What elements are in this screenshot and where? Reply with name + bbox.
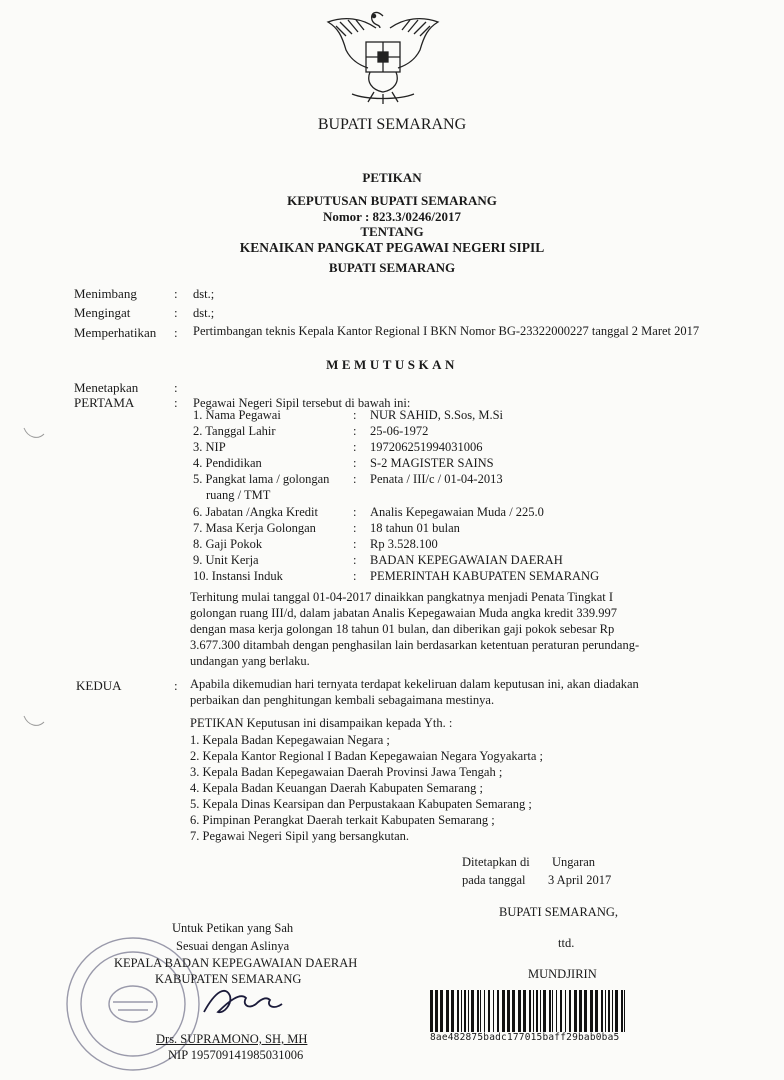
detail-value: Rp 3.528.100 <box>370 537 438 551</box>
detail-key-continued: ruang / TMT <box>206 488 271 502</box>
menimbang-label: Menimbang <box>74 286 137 301</box>
detail-key: 5. Pangkat lama / golongan <box>193 472 330 486</box>
barcode-bar <box>615 990 618 1032</box>
barcode-bar <box>621 990 623 1032</box>
colon: : <box>353 440 357 454</box>
pertama-paragraph-line: undangan yang berlaku. <box>190 654 310 668</box>
barcode-bar <box>605 990 606 1032</box>
colon: : <box>353 456 357 470</box>
colon: : <box>353 472 357 486</box>
barcode-bar <box>584 990 587 1032</box>
handwritten-signature-icon <box>196 982 286 1022</box>
detail-row <box>193 456 693 472</box>
barcode-bar <box>565 990 566 1032</box>
memutuskan-heading: MEMUTUSKAN <box>326 357 458 372</box>
detail-key: 1. Nama Pegawai <box>193 408 281 422</box>
mengingat-value: dst.; <box>193 306 215 320</box>
barcode-code: 8ae482875badc177015baff29bab0ba5 <box>430 1032 620 1043</box>
detail-value: Analis Kepegawaian Muda / 225.0 <box>370 505 544 519</box>
pertama-paragraph-line: Terhitung mulai tanggal 01-04-2017 dinaikkan pangkatnya menjadi Penata Tingkat I <box>190 590 613 604</box>
menetapkan-label: Menetapkan <box>74 380 139 395</box>
barcode-bar <box>451 990 454 1032</box>
barcode-bar <box>477 990 479 1032</box>
barcode-bar <box>502 990 505 1032</box>
certification-line: Untuk Petikan yang Sah <box>172 921 294 935</box>
barcode-bar <box>464 990 466 1032</box>
punch-hole-icon <box>22 712 46 730</box>
colon: : <box>353 408 357 422</box>
recipient-item: 7. Pegawai Negeri Sipil yang bersangkutan. <box>190 829 410 843</box>
decree-heading: KEPUTUSAN BUPATI SEMARANG <box>287 193 497 208</box>
barcode-bar <box>446 990 449 1032</box>
detail-key: 6. Jabatan /Angka Kredit <box>193 505 318 519</box>
certifier-nip: NIP 195709141985031006 <box>168 1048 304 1062</box>
colon: : <box>174 380 178 395</box>
recipient-item: 4. Kepala Badan Keuangan Daerah Kabupaten Semarang ; <box>190 781 483 795</box>
detail-value: NUR SAHID, S.Sos, M.Si <box>370 408 504 422</box>
detail-value: Penata / III/c / 01-04-2013 <box>370 472 503 486</box>
detail-value: 18 tahun 01 bulan <box>370 521 460 535</box>
barcode-bar <box>552 990 553 1032</box>
menimbang-value: dst.; <box>193 287 215 301</box>
detail-row <box>193 537 693 553</box>
barcode-bar <box>608 990 610 1032</box>
certification-region: KABUPATEN SEMARANG <box>155 972 302 986</box>
detail-value: BADAN KEPEGAWAIAN DAERAH <box>370 553 563 567</box>
detail-row <box>193 440 693 456</box>
barcode-bar <box>540 990 541 1032</box>
subject-heading: KENAIKAN PANGKAT PEGAWAI NEGERI SIPIL <box>239 240 545 255</box>
barcode-bar <box>497 990 499 1032</box>
colon: : <box>353 424 357 438</box>
barcode-bar <box>480 990 481 1032</box>
detail-row <box>193 472 693 504</box>
barcode-bar <box>461 990 462 1032</box>
barcode-bar <box>518 990 521 1032</box>
barcode-bar <box>536 990 538 1032</box>
place-label: Ditetapkan di <box>462 855 530 869</box>
barcode-icon <box>428 990 628 1032</box>
signer-title: BUPATI SEMARANG, <box>499 905 619 919</box>
barcode-bar <box>595 990 598 1032</box>
detail-key: 2. Tanggal Lahir <box>193 424 276 438</box>
recipient-item: 6. Pimpinan Perangkat Daerah terkait Kabupaten Semarang ; <box>190 813 495 827</box>
pertama-intro: Pegawai Negeri Sipil tersebut di bawah ini: <box>193 396 411 410</box>
barcode-bar <box>590 990 593 1032</box>
detail-value: 197206251994031006 <box>370 440 483 454</box>
detail-value: 25-06-1972 <box>370 424 429 438</box>
recipient-item: 2. Kepala Kantor Regional I Badan Kepegawaian Negara Yogyakarta ; <box>190 749 543 763</box>
detail-key: 3. NIP <box>193 440 226 454</box>
detail-key: 10. Instansi Induk <box>193 569 283 583</box>
barcode-bar <box>549 990 551 1032</box>
barcode-bar <box>560 990 562 1032</box>
office-title: BUPATI SEMARANG <box>317 116 467 133</box>
colon: : <box>353 569 357 583</box>
detail-key: 4. Pendidikan <box>193 456 262 470</box>
signer-name: MUNDJIRIN <box>528 967 597 981</box>
garuda-emblem-icon <box>322 6 444 106</box>
certification-office: KEPALA BADAN KEPEGAWAIAN DAERAH <box>114 956 358 970</box>
issuer-heading: BUPATI SEMARANG <box>328 260 456 275</box>
pertama-paragraph-line: 3.677.300 ditambah dengan penghasilan lain berdasarkan ketentuan peraturan perundang- <box>190 638 640 652</box>
colon: : <box>174 678 178 693</box>
barcode-bar <box>440 990 443 1032</box>
barcode-bar <box>601 990 603 1032</box>
detail-key: 8. Gaji Pokok <box>193 537 263 551</box>
punch-hole-icon <box>22 424 46 442</box>
tentang-heading: TENTANG <box>360 224 424 239</box>
barcode-bar <box>612 990 613 1032</box>
barcode-bar <box>569 990 571 1032</box>
barcode-bar <box>484 990 485 1032</box>
detail-row <box>193 408 693 424</box>
certifier-name: Drs. SUPRAMONO, SH, MH <box>156 1032 308 1046</box>
colon: : <box>353 521 357 535</box>
barcode-bar <box>579 990 582 1032</box>
pertama-label: PERTAMA <box>74 395 135 410</box>
kedua-label: KEDUA <box>76 678 122 693</box>
pertama-paragraph-line: dengan masa kerja golongan 18 tahun 01 bulan, dan diberikan gaji pokok sebesar Rp <box>190 622 615 636</box>
mengingat-label: Mengingat <box>74 305 131 320</box>
barcode-bar <box>624 990 625 1032</box>
detail-row <box>193 553 693 569</box>
barcode-bar <box>543 990 546 1032</box>
barcode-bar <box>507 990 510 1032</box>
barcode-bar <box>533 990 534 1032</box>
barcode-bar <box>471 990 474 1032</box>
pertama-paragraph-line: golongan ruang III/d, dalam jabatan Analis Kepegawaian Muda angka kredit 339.997 <box>190 606 617 620</box>
recipients-intro: PETIKAN Keputusan ini disampaikan kepada Yth. : <box>190 716 453 730</box>
memperhatikan-value: Pertimbangan teknis Kepala Kantor Regional I BKN Nomor BG-23322000227 tanggal 2 Maret 2017 <box>193 324 700 338</box>
barcode-bar <box>574 990 577 1032</box>
date-label: pada tanggal <box>462 873 526 887</box>
barcode-bar <box>488 990 490 1032</box>
recipient-item: 1. Kepala Badan Kepegawaian Negara ; <box>190 733 390 747</box>
certification-line: Sesuai dengan Aslinya <box>176 939 290 953</box>
recipient-item: 3. Kepala Badan Kepegawaian Daerah Provinsi Jawa Tengah ; <box>190 765 503 779</box>
colon: : <box>353 537 357 551</box>
date-value: 3 April 2017 <box>548 873 612 887</box>
colon: : <box>353 553 357 567</box>
ttd-mark: ttd. <box>558 936 575 950</box>
detail-row <box>193 505 693 521</box>
colon: : <box>174 325 178 340</box>
detail-row <box>193 424 693 440</box>
barcode-bar <box>435 990 438 1032</box>
detail-key: 7. Masa Kerja Golongan <box>193 521 316 535</box>
detail-value: S-2 MAGISTER SAINS <box>370 456 494 470</box>
barcode-bar <box>493 990 494 1032</box>
barcode-bar <box>468 990 469 1032</box>
barcode-bar <box>457 990 459 1032</box>
colon: : <box>174 395 178 410</box>
petikan-heading: PETIKAN <box>362 170 422 185</box>
detail-key: 9. Unit Kerja <box>193 553 259 567</box>
colon: : <box>174 286 178 301</box>
colon: : <box>353 505 357 519</box>
barcode-bar <box>529 990 531 1032</box>
barcode-bar <box>512 990 515 1032</box>
colon: : <box>174 305 178 320</box>
decree-number: Nomor : 823.3/0246/2017 <box>322 209 462 224</box>
barcode-bar <box>430 990 433 1032</box>
detail-value: PEMERINTAH KABUPATEN SEMARANG <box>370 569 600 583</box>
memperhatikan-label: Memperhatikan <box>74 325 157 340</box>
kedua-line: Apabila dikemudian hari ternyata terdapat kekeliruan dalam keputusan ini, akan diadakan <box>190 677 639 691</box>
detail-row <box>193 521 693 537</box>
place-value: Ungaran <box>552 855 596 869</box>
barcode-bar <box>523 990 526 1032</box>
detail-row <box>193 569 693 585</box>
kedua-line: perbaikan dan penghitungan kembali sebagaimana mestinya. <box>190 693 495 707</box>
barcode-bar <box>556 990 557 1032</box>
recipient-item: 5. Kepala Dinas Kearsipan dan Perpustakaan Kabupaten Semarang ; <box>190 797 532 811</box>
